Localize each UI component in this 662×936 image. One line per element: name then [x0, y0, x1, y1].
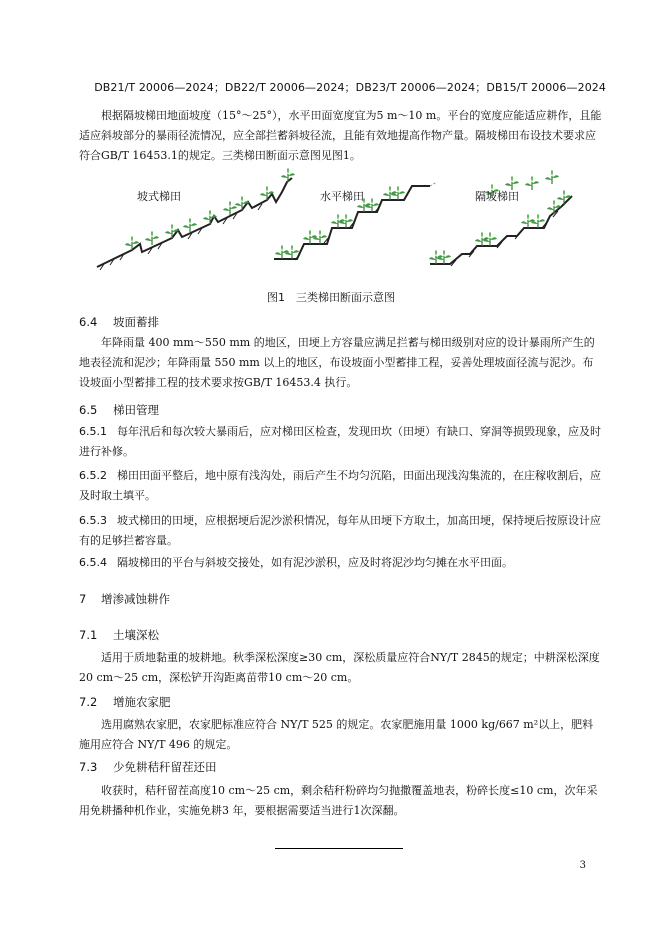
page-header: DB21/T 20006—2024；DB22/T 20006—2024；DB23/T 20006—2024；DB15/T 20006—2024: [94, 81, 606, 94]
figure-label-level: 水平梯田: [320, 190, 364, 203]
section-heading-7-2: 7.2 增施农家肥: [79, 695, 171, 709]
paragraph-7-3: 收获时，秸秆留茬高度10 cm～25 cm，剩余秸秆粉碎均匀抛撒覆盖地表，粉碎长度≤10 cm，次年采用免耕播种机作业，实施免耕3 年，要根据需要适当进行1次深翻。: [79, 784, 598, 817]
paragraph-7-2: 选用腐熟农家肥，农家肥标准应符合 NY/T 525 的规定。农家肥施用量 1000 kg/667 m²以上，肥料施用应符合 NY/T 496 的规定。: [79, 718, 594, 751]
terrace-figure: [92, 164, 577, 279]
page-number: 3: [579, 860, 586, 871]
section-heading-6-5: 6.5 梯田管理: [79, 403, 159, 417]
section-heading-7-3: 7.3 少免耕秸秆留茬还田: [79, 760, 217, 774]
footer-divider: [275, 848, 403, 849]
clause-6-5-3: 6.5.3 坡式梯田的田埂，应根据埂后泥沙淤积情况，每年从田埂下方取土，加高田埂，保持埂后按原设计应有的足够拦蓄容量。: [79, 514, 601, 547]
clause-6-5-4: 6.5.4 隔坡梯田的平台与斜坡交接处，如有泥沙淤积，应及时将泥沙均匀摊在水平田面。: [79, 556, 513, 569]
figure-label-separated: 隔坡梯田: [475, 190, 519, 203]
separated-terrace-diagram: [429, 170, 572, 266]
section-heading-6-4: 6.4 坡面蓄排: [79, 315, 159, 329]
figure-label-sloped: 坡式梯田: [137, 190, 181, 203]
section-heading-7-1: 7.1 土壤深松: [79, 628, 159, 642]
level-terrace-diagram: [274, 182, 437, 260]
intro-paragraph: 根据隔坡梯田地面坡度（15°～25°），水平田面宽度宜为5 m～10 m。平台的宽度应能适应耕作，且能适应斜坡部分的暴雨径流情况，应全部拦蓄斜坡径流，且能有效地提高作物产量。隔坡梯田布设技术要求应符合GB/T 16453.1的规定。三类梯田断面示意图见图1。: [79, 109, 602, 162]
paragraph-7-1: 适用于质地黏重的坡耕地。秋季深松深度≥30 cm，深松质量应符合NY/T 2845的规定；中耕深松深度20 cm～25 cm，深松铲开沟距离苗带10 cm～20 cm。: [79, 651, 600, 684]
clause-6-5-1: 6.5.1 每年汛后和每次较大暴雨后，应对梯田区检查，发现田坎（田埂）有缺口、穿洞等损毁现象，应及时进行补修。: [79, 425, 601, 458]
clause-6-5-2: 6.5.2 梯田田面平整后，地中原有浅沟处，雨后产生不均匀沉陷，田面出现浅沟集流的，在庄稼收割后，应及时取土填平。: [79, 469, 601, 502]
chapter-heading-7: 7 增渗减蚀耕作: [79, 592, 170, 606]
figure-caption: 图1 三类梯田断面示意图: [267, 291, 395, 304]
sloped-terrace-diagram: [97, 168, 295, 270]
paragraph-6-4: 年降雨量 400 mm～550 mm 的地区，田埂上方容量应满足拦蓄与梯田级别对应的设计暴雨所产生的地表径流和泥沙；年降雨量 550 mm 以上的地区，布设坡面小型蓄排工程，妥善处理坡面径流与泥沙。布设坡面小型蓄排工程的技术要求按GB/T 16453.4 执行。: [79, 336, 595, 389]
